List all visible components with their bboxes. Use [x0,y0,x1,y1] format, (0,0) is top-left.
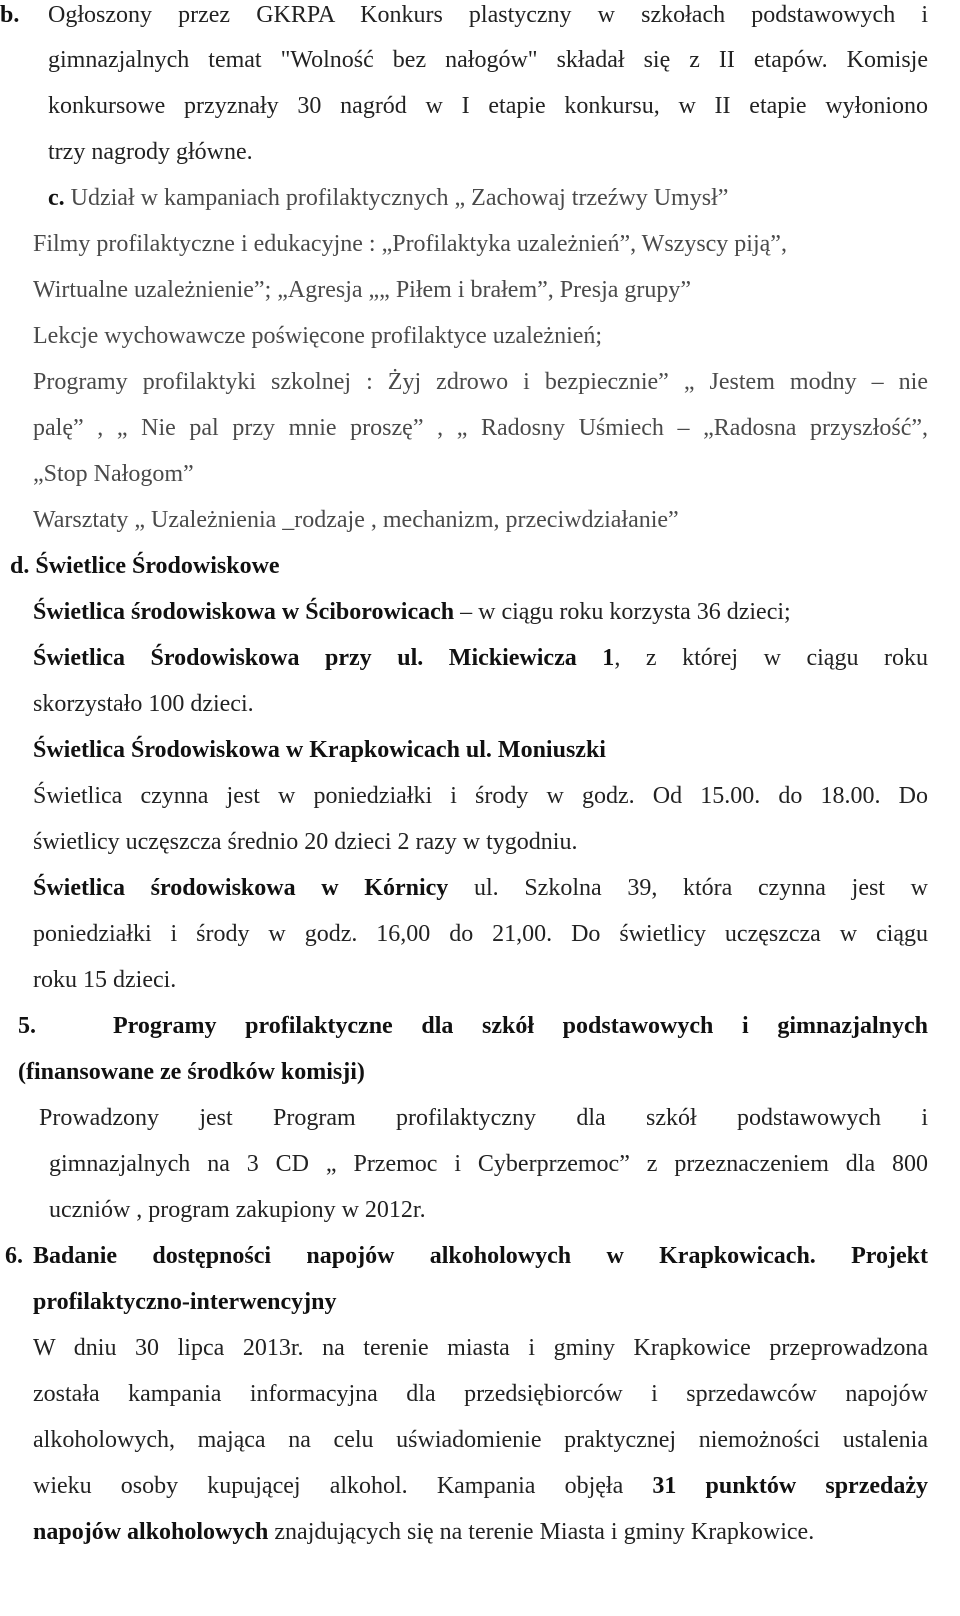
section-c-line-1: Filmy profilaktyczne i edukacyjne : „Profilaktyka uzależnień”, Wszyscy piją”, [33,231,787,257]
punkty-sprzedazy: 31 punktów sprzedaży [652,1473,928,1499]
section-b-line-3: konkursowe przyznały 30 nagród w I etapie konkursu, w II etapie wyłoniono [48,93,928,119]
section-6-heading-2: profilaktyczno-interwencyjny [33,1289,337,1315]
section-5-line-1: Prowadzony jest Program profilaktyczny dla szkół podstawowych i [39,1105,928,1131]
section-d-line-1: Świetlica środowiskowa w Ściborowicach – w ciągu roku korzysta 36 dzieci; [33,599,791,625]
section-d-heading-row [10,551,280,581]
napoje-alkoholowe: napojów alkoholowych [33,1519,269,1545]
swietlica-krapkowice: Świetlica Środowiskowa w Krapkowicach ul. Moniuszki [33,737,606,763]
section-c-heading-row [48,183,728,213]
section-c-line-2: Wirtualne uzależnienie”; „Agresja „„ Piłem i brałem”, Presja grupy” [33,277,692,303]
section-c-line-4: Programy profilaktyki szkolnej : Żyj zdrowo i bezpiecznie” „ Jestem modny – nie [33,369,928,395]
section-d-marker: d. [10,553,30,579]
section-d-line-8: poniedziałki i środy w godz. 16,00 do 21,00. Do świetlicy uczęszcza w ciągu [33,921,928,947]
section-d-line-7: Świetlica środowiskowa w Kórnicy ul. Szkolna 39, która czynna jest w [33,875,928,901]
section-c-line-6: „Stop Nałogom” [33,461,194,487]
section-6-line-5: napojów alkoholowych znajdujących się na terenie Miasta i gminy Krapkowice. [33,1519,815,1545]
section-5-marker: 5. [18,1013,36,1039]
section-5-line-2: gimnazjalnych na 3 CD „ Przemoc i Cyberprzemoc” z przeznaczeniem dla 800 [49,1151,928,1177]
section-c-marker: c. [48,185,65,211]
section-d-line-5: Świetlica czynna jest w poniedziałki i środy w godz. Od 15.00. do 18.00. Do [33,783,928,809]
section-b-line-2: gimnazjalnych temat "Wolność bez nałogów" składał się z II etapów. Komisje [48,47,928,73]
section-6-line-1: W dniu 30 lipca 2013r. na terenie miasta i gminy Krapkowice przeprowadzona [33,1335,928,1361]
section-5-heading-1: Programy profilaktyczne dla szkół podstawowych i gimnazjalnych [113,1013,928,1039]
section-c-line-7: Warsztaty „ Uzależnienia _rodzaje , mechanizm, przeciwdziałanie” [33,507,679,533]
section-d-line-9: roku 15 dzieci. [33,967,177,993]
section-6-heading-1: Badanie dostępności napojów alkoholowych w Krapkowicach. Projekt [33,1243,928,1269]
section-b-line-1: Ogłoszony przez GKRPA Konkurs plastyczny w szkołach podstawowych i [48,2,928,28]
swietlica-kornica: Świetlica środowiskowa w Kórnicy [33,875,449,901]
section-6-line-2: została kampania informacyjna dla przedsiębiorców i sprzedawców napojów [33,1381,928,1407]
section-d-heading: Świetlice Środowiskowe [35,553,280,579]
section-d-line-6: świetlicy uczęszcza średnio 20 dzieci 2 razy w tygodniu. [33,829,578,855]
section-c-heading: Udział w kampaniach profilaktycznych „ Zachowaj trzeźwy Umysł” [70,185,729,211]
section-5-heading-2: (finansowane ze środków komisji) [18,1059,365,1085]
section-c-line-3: Lekcje wychowawcze poświęcone profilaktyce uzależnień; [33,323,603,349]
section-6-marker: 6. [5,1243,23,1269]
section-6-line-4: wieku osoby kupującej alkohol. Kampania objęła 31 punktów sprzedaży [33,1473,928,1499]
section-5-line-3: uczniów , program zakupiony w 2012r. [49,1197,426,1223]
swietlica-sciborowice: Świetlica środowiskowa w Ściborowicach [33,599,455,625]
section-b-marker: b. [0,2,20,28]
section-b-line-4: trzy nagrody główne. [48,139,253,165]
swietlica-mickiewicza: Świetlica Środowiskowa przy ul. Mickiewicza [33,645,577,671]
section-d-line-2: Świetlica Środowiskowa przy ul. Mickiewicza 1, z której w ciągu roku [33,645,929,671]
section-d-line-3: skorzystało 100 dzieci. [33,691,254,717]
section-c-line-5: palę” , „ Nie pal przy mnie proszę” , „ Radosny Uśmiech – „Radosna przyszłość”, [33,415,928,441]
section-6-line-3: alkoholowych, mająca na celu uświadomienie praktycznej niemożności ustalenia [33,1427,928,1453]
